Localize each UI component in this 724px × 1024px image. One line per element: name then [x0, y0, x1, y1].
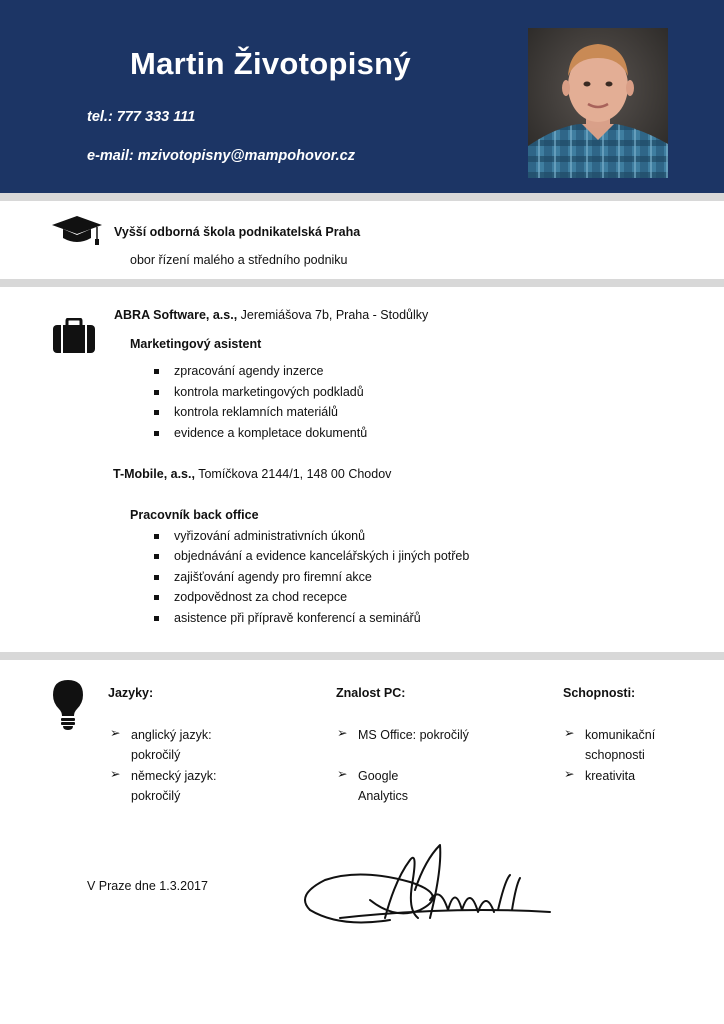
place-and-date: V Praze dne 1.3.2017: [87, 879, 208, 893]
profile-photo: [528, 28, 668, 178]
skills-heading-languages: Jazyky:: [108, 686, 154, 700]
job-2-employer: [113, 467, 391, 481]
job-1-position: Marketingový asistent: [130, 337, 262, 351]
field-of-study: obor řízení malého a středního podniku: [130, 253, 348, 267]
phone-number: tel.: 777 333 111: [87, 109, 196, 125]
section-divider: [0, 279, 724, 287]
person-name: Martin Životopisný: [130, 46, 411, 81]
job-2-company: T-Mobile, a.s.,: [113, 467, 195, 481]
job-1-employer: [114, 308, 428, 322]
section-divider: [0, 652, 724, 660]
job-1-company: ABRA Software, a.s.,: [114, 308, 238, 322]
header-banner: [0, 0, 724, 193]
job-1-address: Jeremiášova 7b, Praha - Stodůlky: [237, 308, 429, 322]
lightbulb-icon: [52, 679, 84, 736]
skills-heading-abilities: Schopnosti:: [563, 686, 636, 700]
job-2-address: Tomíčkova 2144/1, 148 00 Chodov: [194, 467, 392, 481]
school-name: Vyšší odborná škola podnikatelská Praha: [114, 225, 361, 239]
signature: [300, 840, 560, 935]
email-address: e-mail: mzivotopisny@mampohovor.cz: [87, 148, 355, 164]
section-divider: [0, 193, 724, 201]
briefcase-icon: [52, 318, 96, 359]
graduation-cap-icon: [51, 214, 103, 253]
skills-heading-pc: Znalost PC:: [336, 686, 406, 700]
job-2-position: Pracovník back office: [130, 508, 259, 522]
